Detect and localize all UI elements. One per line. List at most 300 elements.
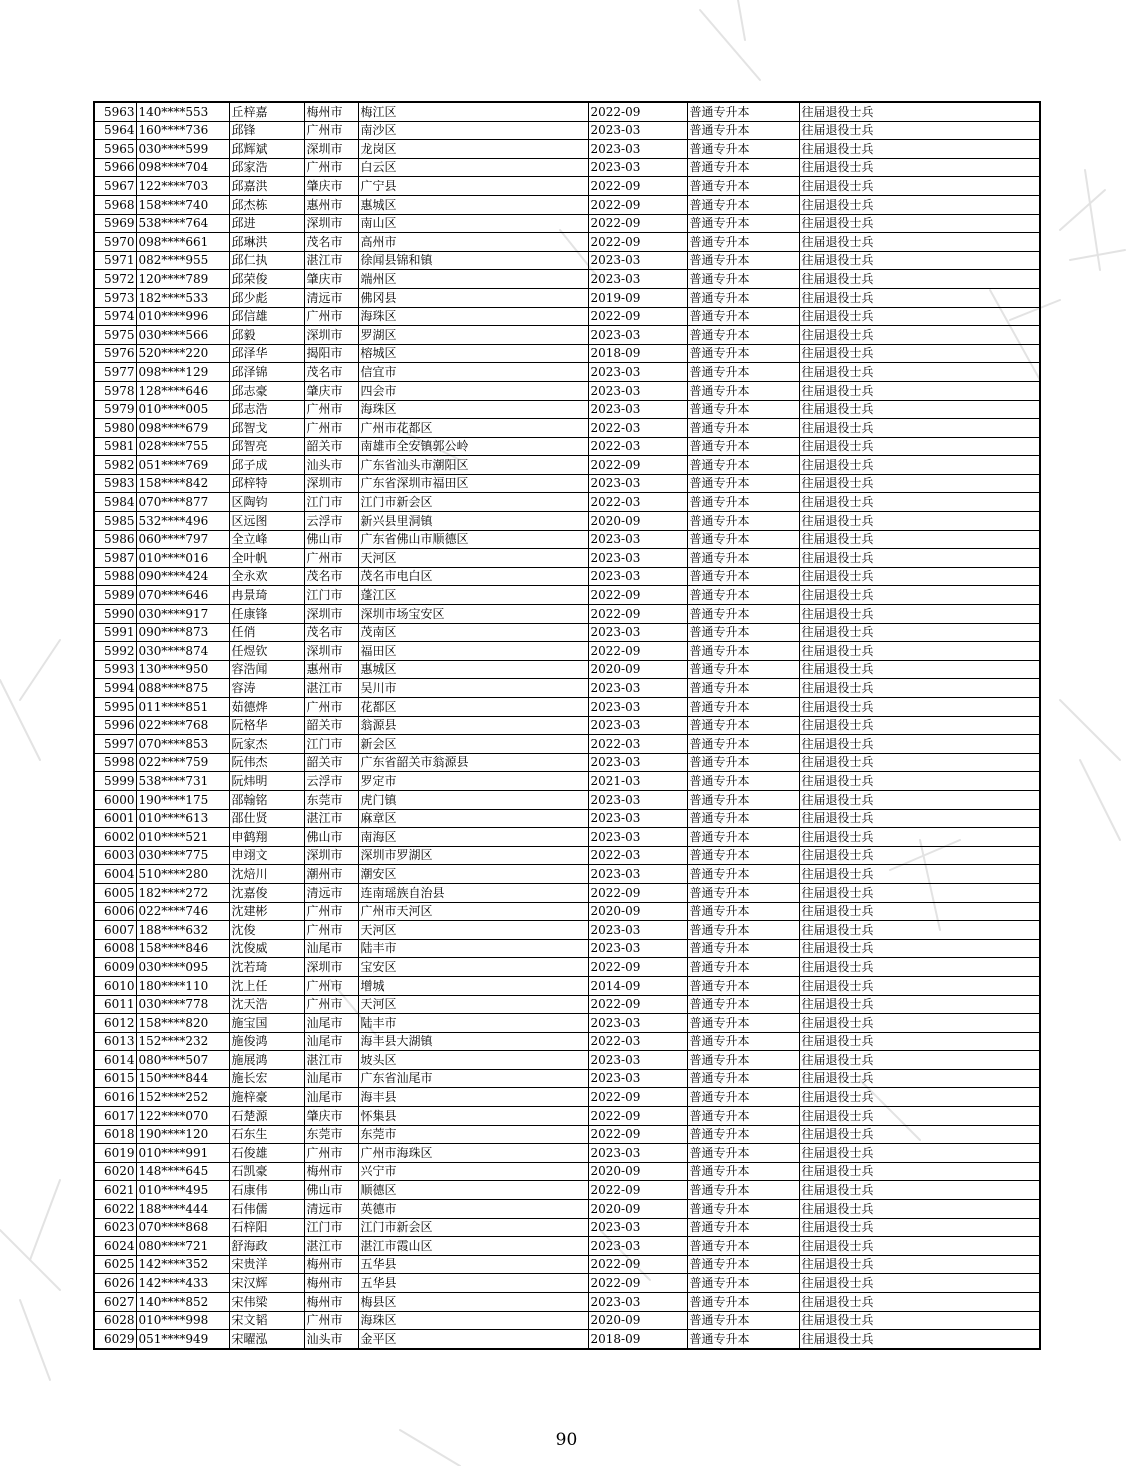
city-cell: 汕尾市 [304,1088,358,1107]
type-cell: 普通专升本 [687,1255,799,1274]
seq-cell: 5968 [94,195,136,214]
date-cell: 2023-03 [588,1237,687,1256]
district-cell: 兴宁市 [358,1162,588,1181]
exam-id-cell: 051****769 [136,456,229,475]
seq-cell: 6019 [94,1144,136,1163]
type-cell: 普通专升本 [687,456,799,475]
date-cell: 2020-09 [588,902,687,921]
date-cell: 2023-03 [588,158,687,177]
seq-cell: 6026 [94,1274,136,1293]
category-cell: 往届退役士兵 [799,326,1040,345]
city-cell: 清远市 [304,1200,358,1219]
district-cell: 花都区 [358,698,588,717]
table-row [94,567,1040,586]
district-cell: 四会市 [358,381,588,400]
name-cell: 沈上任 [229,976,304,995]
date-cell: 2023-03 [588,679,687,698]
table-row [94,530,1040,549]
district-cell: 南海区 [358,828,588,847]
date-cell: 2020-09 [588,512,687,531]
district-cell: 五华县 [358,1255,588,1274]
district-cell: 江门市新会区 [358,493,588,512]
seq-cell: 6009 [94,958,136,977]
name-cell: 邱智亮 [229,437,304,456]
district-cell: 天河区 [358,549,588,568]
category-cell: 往届退役士兵 [799,939,1040,958]
name-cell: 施宝国 [229,1014,304,1033]
city-cell: 惠州市 [304,195,358,214]
name-cell: 沈天浩 [229,995,304,1014]
table-row [94,586,1040,605]
city-cell: 江门市 [304,586,358,605]
name-cell: 丘梓嘉 [229,102,304,121]
exam-id-cell: 538****764 [136,214,229,233]
table-row [94,1274,1040,1293]
exam-id-cell: 188****632 [136,921,229,940]
date-cell: 2022-03 [588,1032,687,1051]
city-cell: 汕头市 [304,456,358,475]
city-cell: 揭阳市 [304,344,358,363]
type-cell: 普通专升本 [687,735,799,754]
district-cell: 东莞市 [358,1125,588,1144]
city-cell: 广州市 [304,307,358,326]
district-cell: 梅江区 [358,102,588,121]
type-cell: 普通专升本 [687,642,799,661]
seq-cell: 5977 [94,363,136,382]
type-cell: 普通专升本 [687,809,799,828]
exam-id-cell: 022****746 [136,902,229,921]
table-row [94,251,1040,270]
date-cell: 2022-09 [588,1274,687,1293]
city-cell: 茂名市 [304,363,358,382]
seq-cell: 5997 [94,735,136,754]
table-row [94,698,1040,717]
type-cell: 普通专升本 [687,158,799,177]
date-cell: 2023-03 [588,326,687,345]
district-cell: 广宁县 [358,177,588,196]
seq-cell: 5987 [94,549,136,568]
name-cell: 区远图 [229,512,304,531]
date-cell: 2023-03 [588,363,687,382]
date-cell: 2023-03 [588,567,687,586]
category-cell: 往届退役士兵 [799,902,1040,921]
type-cell: 普通专升本 [687,530,799,549]
name-cell: 茹德烨 [229,698,304,717]
category-cell: 往届退役士兵 [799,1330,1040,1349]
date-cell: 2022-03 [588,437,687,456]
date-cell: 2022-09 [588,883,687,902]
exam-id-cell: 152****232 [136,1032,229,1051]
table-row [94,660,1040,679]
category-cell: 往届退役士兵 [799,549,1040,568]
city-cell: 韶关市 [304,716,358,735]
seq-cell: 5971 [94,251,136,270]
name-cell: 邱子成 [229,456,304,475]
date-cell: 2023-03 [588,1014,687,1033]
city-cell: 湛江市 [304,809,358,828]
exam-id-cell: 510****280 [136,865,229,884]
type-cell: 普通专升本 [687,976,799,995]
date-cell: 2023-03 [588,790,687,809]
seq-cell: 6018 [94,1125,136,1144]
type-cell: 普通专升本 [687,344,799,363]
name-cell: 石凯豪 [229,1162,304,1181]
type-cell: 普通专升本 [687,958,799,977]
exam-id-cell: 180****110 [136,976,229,995]
district-cell: 惠城区 [358,195,588,214]
district-cell: 梅县区 [358,1293,588,1312]
table-row [94,493,1040,512]
table-row [94,883,1040,902]
table-row [94,1311,1040,1330]
seq-cell: 5974 [94,307,136,326]
type-cell: 普通专升本 [687,177,799,196]
table-row [94,437,1040,456]
seq-cell: 5985 [94,512,136,531]
category-cell: 往届退役士兵 [799,995,1040,1014]
type-cell: 普通专升本 [687,270,799,289]
table-row [94,642,1040,661]
seq-cell: 6013 [94,1032,136,1051]
table-row [94,195,1040,214]
date-cell: 2022-09 [588,307,687,326]
category-cell: 往届退役士兵 [799,1218,1040,1237]
type-cell: 普通专升本 [687,512,799,531]
exam-id-cell: 150****844 [136,1069,229,1088]
date-cell: 2022-09 [588,1107,687,1126]
table-row [94,140,1040,159]
type-cell: 普通专升本 [687,474,799,493]
category-cell: 往届退役士兵 [799,567,1040,586]
district-cell: 罗定市 [358,772,588,791]
city-cell: 汕尾市 [304,1069,358,1088]
name-cell: 邱嘉洪 [229,177,304,196]
exam-id-cell: 022****759 [136,753,229,772]
name-cell: 阮炜明 [229,772,304,791]
type-cell: 普通专升本 [687,1311,799,1330]
date-cell: 2022-09 [588,1255,687,1274]
city-cell: 肇庆市 [304,177,358,196]
type-cell: 普通专升本 [687,1274,799,1293]
city-cell: 湛江市 [304,251,358,270]
name-cell: 施展鸿 [229,1051,304,1070]
district-cell: 广州市海珠区 [358,1144,588,1163]
name-cell: 沈俊 [229,921,304,940]
table-row [94,772,1040,791]
exam-id-cell: 182****272 [136,883,229,902]
name-cell: 邱荣俊 [229,270,304,289]
table-row [94,307,1040,326]
city-cell: 广州市 [304,976,358,995]
type-cell: 普通专升本 [687,567,799,586]
seq-cell: 5966 [94,158,136,177]
district-cell: 新兴县里洞镇 [358,512,588,531]
category-cell: 往届退役士兵 [799,1032,1040,1051]
seq-cell: 6025 [94,1255,136,1274]
name-cell: 区陶钧 [229,493,304,512]
exam-id-cell: 122****070 [136,1107,229,1126]
city-cell: 湛江市 [304,679,358,698]
category-cell: 往届退役士兵 [799,1274,1040,1293]
district-cell: 榕城区 [358,344,588,363]
type-cell: 普通专升本 [687,493,799,512]
district-cell: 广州市花都区 [358,419,588,438]
category-cell: 往届退役士兵 [799,214,1040,233]
district-cell: 新会区 [358,735,588,754]
type-cell: 普通专升本 [687,307,799,326]
exam-id-cell: 070****877 [136,493,229,512]
city-cell: 广州市 [304,158,358,177]
type-cell: 普通专升本 [687,251,799,270]
type-cell: 普通专升本 [687,846,799,865]
table-row [94,958,1040,977]
table-row [94,1293,1040,1312]
category-cell: 往届退役士兵 [799,735,1040,754]
category-cell: 往届退役士兵 [799,493,1040,512]
date-cell: 2020-09 [588,1311,687,1330]
city-cell: 清远市 [304,288,358,307]
seq-cell: 6012 [94,1014,136,1033]
category-cell: 往届退役士兵 [799,660,1040,679]
seq-cell: 5984 [94,493,136,512]
exam-id-cell: 098****661 [136,233,229,252]
table-row [94,995,1040,1014]
city-cell: 江门市 [304,735,358,754]
seq-cell: 6015 [94,1069,136,1088]
district-cell: 连南瑶族自治县 [358,883,588,902]
category-cell: 往届退役士兵 [799,1088,1040,1107]
date-cell: 2022-09 [588,586,687,605]
district-cell: 吴川市 [358,679,588,698]
seq-cell: 5982 [94,456,136,475]
seq-cell: 5973 [94,288,136,307]
table-row [94,1069,1040,1088]
name-cell: 宋贵洋 [229,1255,304,1274]
exam-id-cell: 532****496 [136,512,229,531]
category-cell: 往届退役士兵 [799,921,1040,940]
city-cell: 云浮市 [304,772,358,791]
city-cell: 广州市 [304,995,358,1014]
type-cell: 普通专升本 [687,921,799,940]
exam-id-cell: 080****507 [136,1051,229,1070]
category-cell: 往届退役士兵 [799,1311,1040,1330]
city-cell: 深圳市 [304,474,358,493]
type-cell: 普通专升本 [687,363,799,382]
district-cell: 罗湖区 [358,326,588,345]
category-cell: 往届退役士兵 [799,883,1040,902]
name-cell: 邱辉斌 [229,140,304,159]
category-cell: 往届退役士兵 [799,288,1040,307]
exam-id-cell: 140****553 [136,102,229,121]
category-cell: 往届退役士兵 [799,790,1040,809]
table-row [94,753,1040,772]
date-cell: 2022-09 [588,456,687,475]
table-row [94,1218,1040,1237]
city-cell: 梅州市 [304,1162,358,1181]
city-cell: 深圳市 [304,326,358,345]
type-cell: 普通专升本 [687,1014,799,1033]
date-cell: 2022-09 [588,642,687,661]
date-cell: 2023-03 [588,828,687,847]
seq-cell: 6017 [94,1107,136,1126]
type-cell: 普通专升本 [687,939,799,958]
exam-id-cell: 030****775 [136,846,229,865]
city-cell: 佛山市 [304,828,358,847]
date-cell: 2022-03 [588,419,687,438]
category-cell: 往届退役士兵 [799,809,1040,828]
exam-id-cell: 030****917 [136,605,229,624]
type-cell: 普通专升本 [687,828,799,847]
seq-cell: 6001 [94,809,136,828]
seq-cell: 5969 [94,214,136,233]
date-cell: 2023-03 [588,530,687,549]
date-cell: 2022-03 [588,493,687,512]
date-cell: 2020-09 [588,660,687,679]
exam-id-cell: 190****175 [136,790,229,809]
city-cell: 广州市 [304,419,358,438]
name-cell: 邱毅 [229,326,304,345]
category-cell: 往届退役士兵 [799,437,1040,456]
category-cell: 往届退役士兵 [799,623,1040,642]
exam-id-cell: 158****846 [136,939,229,958]
district-cell: 翁源县 [358,716,588,735]
district-cell: 坡头区 [358,1051,588,1070]
date-cell: 2020-09 [588,1200,687,1219]
date-cell: 2022-03 [588,735,687,754]
district-cell: 南雄市全安镇郭公岭 [358,437,588,456]
exam-id-cell: 130****950 [136,660,229,679]
city-cell: 深圳市 [304,642,358,661]
category-cell: 往届退役士兵 [799,251,1040,270]
date-cell: 2022-09 [588,214,687,233]
exam-id-cell: 142****433 [136,1274,229,1293]
district-cell: 惠城区 [358,660,588,679]
table-row [94,1088,1040,1107]
exam-id-cell: 010****996 [136,307,229,326]
city-cell: 汕头市 [304,1330,358,1349]
category-cell: 往届退役士兵 [799,140,1040,159]
date-cell: 2018-09 [588,344,687,363]
district-cell: 海珠区 [358,1311,588,1330]
exam-id-cell: 090****873 [136,623,229,642]
roster-table [93,101,1041,1350]
type-cell: 普通专升本 [687,214,799,233]
district-cell: 深圳市场宝安区 [358,605,588,624]
category-cell: 往届退役士兵 [799,753,1040,772]
city-cell: 广州市 [304,902,358,921]
table-row [94,326,1040,345]
type-cell: 普通专升本 [687,865,799,884]
name-cell: 施梓豪 [229,1088,304,1107]
date-cell: 2022-09 [588,195,687,214]
type-cell: 普通专升本 [687,1032,799,1051]
type-cell: 普通专升本 [687,437,799,456]
city-cell: 汕尾市 [304,1032,358,1051]
type-cell: 普通专升本 [687,1125,799,1144]
seq-cell: 6007 [94,921,136,940]
type-cell: 普通专升本 [687,419,799,438]
date-cell: 2023-03 [588,474,687,493]
exam-id-cell: 158****740 [136,195,229,214]
seq-cell: 6023 [94,1218,136,1237]
name-cell: 邵仕贤 [229,809,304,828]
name-cell: 任煜钦 [229,642,304,661]
district-cell: 高州市 [358,233,588,252]
type-cell: 普通专升本 [687,121,799,140]
table-row [94,679,1040,698]
district-cell: 陆丰市 [358,1014,588,1033]
category-cell: 往届退役士兵 [799,1162,1040,1181]
district-cell: 白云区 [358,158,588,177]
exam-id-cell: 010****016 [136,549,229,568]
type-cell: 普通专升本 [687,753,799,772]
date-cell: 2022-09 [588,102,687,121]
category-cell: 往届退役士兵 [799,344,1040,363]
district-cell: 海丰县大湖镇 [358,1032,588,1051]
city-cell: 广州市 [304,1311,358,1330]
category-cell: 往届退役士兵 [799,1107,1040,1126]
name-cell: 任康锋 [229,605,304,624]
seq-cell: 5967 [94,177,136,196]
exam-id-cell: 152****252 [136,1088,229,1107]
name-cell: 全永欢 [229,567,304,586]
district-cell: 蓬江区 [358,586,588,605]
type-cell: 普通专升本 [687,1330,799,1349]
table-row [94,976,1040,995]
district-cell: 虎门镇 [358,790,588,809]
district-cell: 江门市新会区 [358,1218,588,1237]
date-cell: 2023-03 [588,939,687,958]
exam-id-cell: 051****949 [136,1330,229,1349]
exam-id-cell: 182****533 [136,288,229,307]
name-cell: 申鹤翔 [229,828,304,847]
type-cell: 普通专升本 [687,1237,799,1256]
district-cell: 增城 [358,976,588,995]
exam-id-cell: 098****679 [136,419,229,438]
city-cell: 佛山市 [304,530,358,549]
seq-cell: 5972 [94,270,136,289]
name-cell: 冉景琦 [229,586,304,605]
exam-id-cell: 142****352 [136,1255,229,1274]
name-cell: 石梓阳 [229,1218,304,1237]
seq-cell: 5980 [94,419,136,438]
table-row [94,735,1040,754]
city-cell: 广州市 [304,549,358,568]
category-cell: 往届退役士兵 [799,1014,1040,1033]
name-cell: 沈焙川 [229,865,304,884]
city-cell: 茂名市 [304,623,358,642]
exam-id-cell: 070****646 [136,586,229,605]
name-cell: 邱泽锦 [229,363,304,382]
district-cell: 广东省汕头市潮阳区 [358,456,588,475]
date-cell: 2023-03 [588,623,687,642]
exam-id-cell: 030****599 [136,140,229,159]
date-cell: 2022-09 [588,1125,687,1144]
category-cell: 往届退役士兵 [799,1051,1040,1070]
exam-id-cell: 030****874 [136,642,229,661]
category-cell: 往届退役士兵 [799,642,1040,661]
table-row [94,902,1040,921]
category-cell: 往届退役士兵 [799,419,1040,438]
type-cell: 普通专升本 [687,1162,799,1181]
seq-cell: 5991 [94,623,136,642]
name-cell: 任俏 [229,623,304,642]
city-cell: 湛江市 [304,1051,358,1070]
date-cell: 2023-03 [588,1069,687,1088]
date-cell: 2019-09 [588,288,687,307]
district-cell: 福田区 [358,642,588,661]
name-cell: 石康伟 [229,1181,304,1200]
